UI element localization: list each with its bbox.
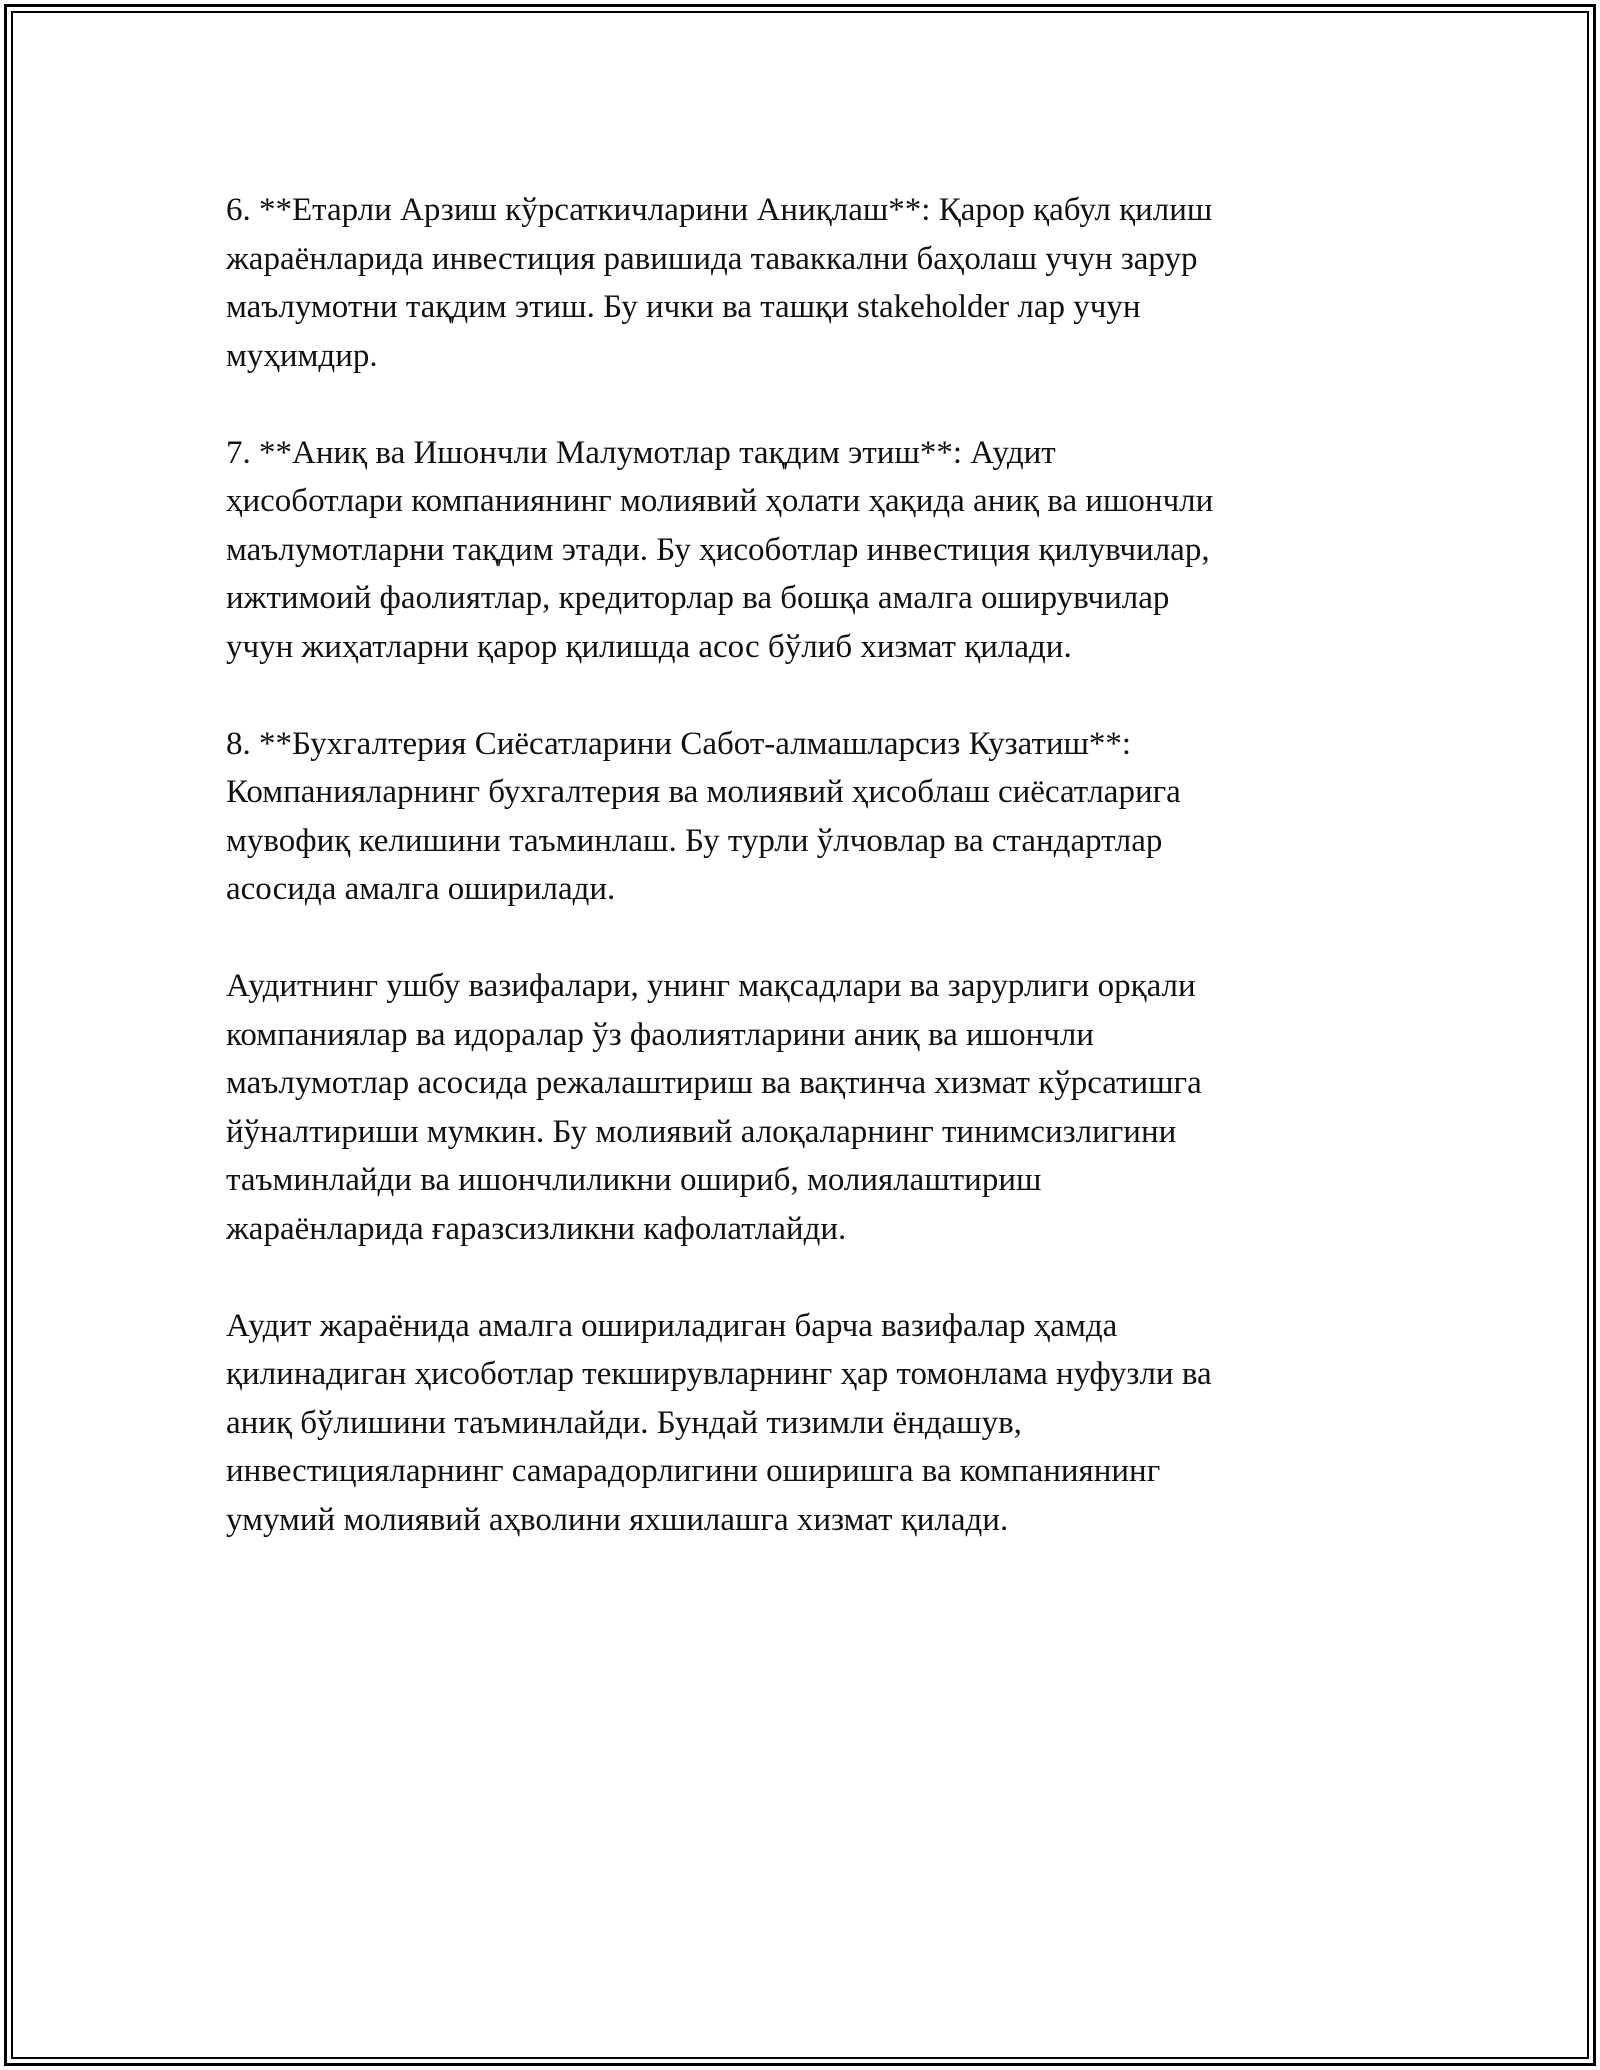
summary-paragraph (226, 962, 1366, 1253)
text-line: 8. **Бухгалтерия Сиёсатларини Сабот-алмашларсиз Кузатиш**: (226, 725, 1132, 762)
paragraph-item-8 (226, 720, 1366, 914)
text-line: аниқ бўлишини таъминлайди. Бундай тизимли ёндашув, (226, 1404, 1022, 1441)
text-line: жараёнларида инвестиция равишида таваккални баҳолаш учун зарур (226, 240, 1198, 277)
text-line: мувофиқ келишини таъминлаш. Бу турли ўлчовлар ва стандартлар (226, 822, 1163, 859)
document-body (226, 186, 1366, 1593)
text-line: жараёнларида ғаразсизликни кафолатлайди. (226, 1210, 847, 1247)
text-line: қилинадиган ҳисоботлар текширувларнинг ҳар томонлама нуфузли ва (226, 1356, 1212, 1392)
text-line: ижтимоий фаолиятлар, кредиторлар ва бошқа амалга оширувчилар (226, 580, 1170, 616)
text-line: 6. **Етарли Арзиш кўрсаткичларини Аниқлаш**: Қарор қабул қилиш (226, 192, 1213, 228)
text-line: инвестицияларнинг самарадорлигини оширишга ва компаниянинг (226, 1453, 1161, 1489)
text-line: таъминлайди ва ишончлиликни ошириб, молиялаштириш (226, 1162, 1042, 1198)
text-line: учун жиҳатларни қарор қилишда асос бўлиб хизмат қилади. (226, 628, 1072, 665)
conclusion-paragraph (226, 1302, 1366, 1545)
paragraph-item-7 (226, 429, 1366, 672)
text-line: маълумотлар асосида режалаштириш ва вақтинча хизмат кўрсатишга (226, 1065, 1202, 1101)
text-line: ҳисоботлари компаниянинг молиявий ҳолати ҳақида аниқ ва ишончли (226, 483, 1214, 519)
text-line: Аудитнинг ушбу вазифалари, унинг мақсадлари ва зарурлиги орқали (226, 968, 1196, 1004)
text-line: маълумотларни тақдим этади. Бу ҳисоботлар инвестиция қилувчилар, (226, 531, 1210, 568)
text-line: йўналтириши мумкин. Бу молиявий алоқаларнинг тинимсизлигини (226, 1113, 1177, 1150)
text-line: муҳимдир. (226, 337, 378, 374)
text-line: Компанияларнинг бухгалтерия ва молиявий ҳисоблаш сиёсатларига (226, 774, 1181, 810)
text-line: Аудит жараёнида амалга ошириладиган барча вазифалар ҳамда (226, 1307, 1118, 1344)
text-line: асосида амалга оширилади. (226, 871, 616, 907)
text-line: маълумотни тақдим этиш. Бу ички ва ташқи stakeholder лар учун (226, 289, 1141, 325)
text-line: 7. **Аниқ ва Ишончли Малумотлар тақдим этиш**: Аудит (226, 434, 1056, 471)
paragraph-item-6 (226, 186, 1366, 380)
text-line: компаниялар ва идоралар ўз фаолиятларини аниқ ва ишончли (226, 1016, 1094, 1053)
text-line: умумий молиявий аҳволини яхшилашга хизмат қилади. (226, 1501, 1009, 1538)
